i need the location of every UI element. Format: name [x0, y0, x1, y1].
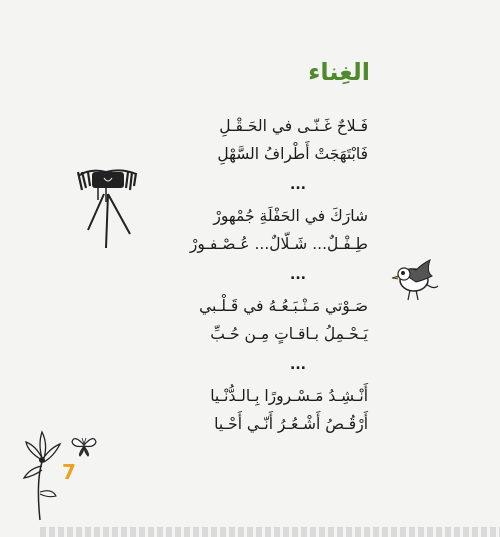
page-number: 7 — [62, 460, 76, 484]
poem-line: أَرْقُـصُ أَشْـعُـرُ أَنّـي أَحْـيا — [214, 415, 368, 433]
poem-body — [128, 112, 368, 438]
page-edge-strip — [40, 527, 500, 537]
poem-line: أَنْـشِـدُ مَـسْـرورًا بِـالـدُّنْـيا — [210, 387, 368, 405]
stanza-4 — [128, 382, 368, 438]
butterfly-drawing — [70, 432, 98, 458]
stanza-1 — [128, 112, 368, 168]
stanza-separator: ... — [290, 267, 306, 283]
flower-drawing — [18, 422, 68, 522]
poem-line: صَـوْتي مَـنْـبَـعُـهُ في قَـلْـبي — [199, 297, 368, 315]
poem-line: يَـحْـمِلُ بـاقـاتٍ مِـن حُـبِّ — [210, 325, 368, 343]
stanza-separator: ... — [290, 357, 306, 373]
stanza-separator: ... — [290, 177, 306, 193]
poem-line: فَـلاحٌ غَـنّـى في الحَـقْـلِ — [219, 117, 368, 135]
poem-line: طِـفْـلٌ... شَـلّالٌ... عُـصْـفـورْ — [189, 235, 368, 253]
poem-line: فَابْتَهَجَتْ أَطْرافُ السَّهْلِ — [217, 145, 368, 163]
poem-line: شارَكَ في الحَفْلَةِ جُمْهورْ — [213, 207, 368, 225]
stanza-2 — [128, 202, 368, 258]
stanza-3 — [128, 292, 368, 348]
bird-drawing — [386, 250, 446, 305]
page-title: الغِناء — [308, 58, 370, 86]
